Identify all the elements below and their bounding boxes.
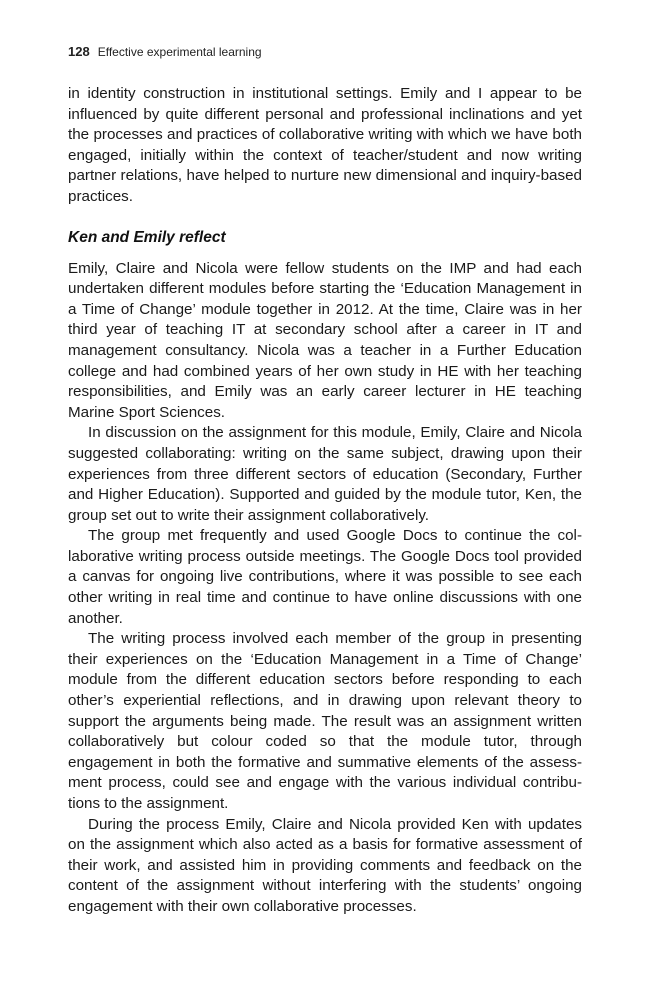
section-heading: Ken and Emily reflect (68, 228, 226, 246)
book-title: Effective experimental learning (97, 45, 262, 59)
paragraph: In discussion on the assignment for this module, Emily, Claire and Nicola suggested collaborating: writing on the same subject, drawing upon their experiences from three different sectors of education (Secondary, Further and Higher Education). Supported and guided by the module tutor, Ken, the group set out to write their assignment collaboratively. (68, 424, 582, 524)
paragraph: Emily, Claire and Nicola were fellow students on the IMP and had each undertaken different modules before starting the ‘Education Management in a Time of Change’ module together in 2012. At the time, Claire was in her third year of teaching IT at secondary school after a career in IT and management consultancy. Nicola was a teacher in a Further Education college and had combined years of her own study in HE with her teaching responsibilities, and Emily was an early career lecturer in HE teaching Marine Sport Sciences. (68, 259, 582, 421)
running-head (68, 44, 262, 60)
paragraph: During the process Emily, Claire and Nicola provided Ken with updates on the assignment which also acted as a basis for formative assessment of their work, and assisted him in providing comments and feedback on the content of the assignment without interfering with the students’ ongoing engagement with their own collaborative processes. (68, 815, 582, 915)
paragraph: The group met frequently and used Google Docs to continue the collaborative writing process outside meetings. The Google Docs tool provided a canvas for ongoing live contributions, where it was possible to see each other writing in real time and continue to have online discussions with one another. (68, 527, 582, 627)
body-text (68, 84, 582, 918)
paragraph: The writing process involved each member of the group in presenting their experiences on the ‘Education Management in a Time of Change’ module from the different education sectors before responding to each other’s experiential reflections, and in drawing upon relevant theory to support the arguments being made. The result was an assignment written collaboratively but colour coded so that the module tutor, through engagement in both the formative and summative elements of the assessment process, could see and engage with the various individual contributions to the assignment. (68, 630, 582, 812)
paragraph-continued: in identity construction in institutional settings. Emily and I appear to be influenced by quite different personal and professional inclinations and yet the processes and practices of collaborative writing with which we have both engaged, initially within the context of teacher/student and now writing partner relations, have helped to nurture new dimensional and inquiry-based practices. (68, 85, 582, 205)
page-number: 128 (68, 44, 90, 59)
